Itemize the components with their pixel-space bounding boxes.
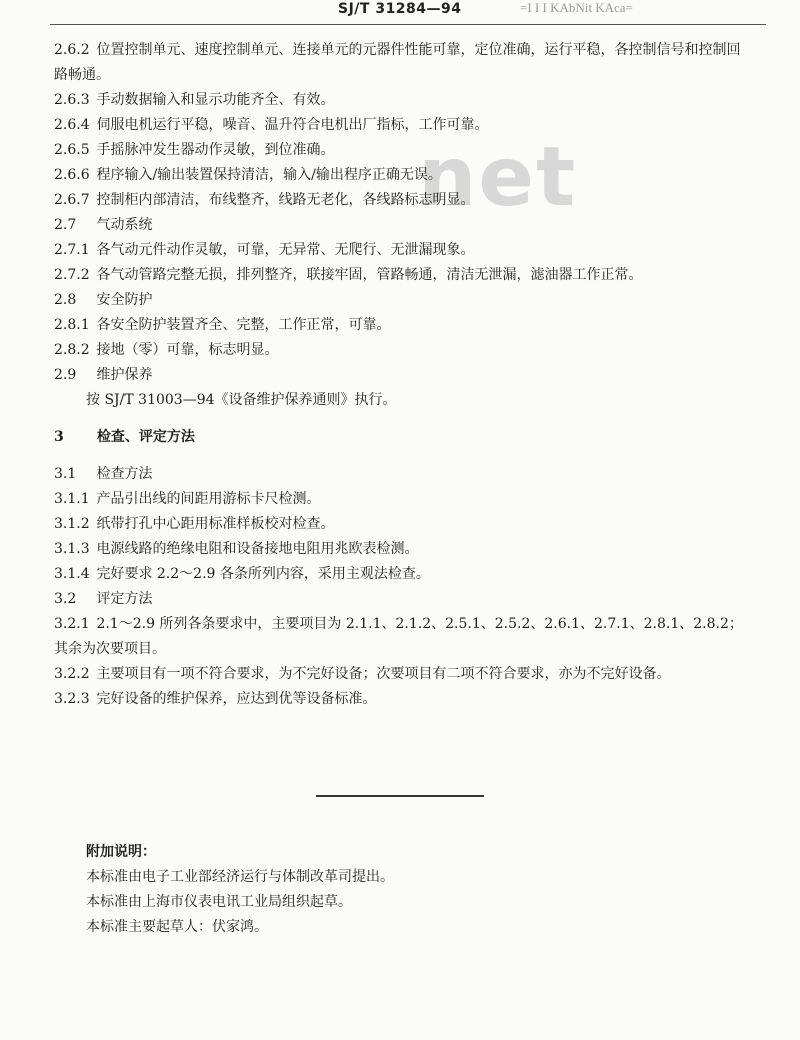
header-watermark: =I I I KAbNit KAca= bbox=[520, 0, 633, 15]
section-heading: 维护保养 bbox=[96, 367, 153, 383]
section-2-8-2 bbox=[54, 338, 754, 363]
section-heading: 检查方法 bbox=[96, 466, 153, 482]
section-2-8-1 bbox=[54, 313, 754, 338]
notes-line: 本标准主要起草人：伏家鸿。 bbox=[86, 919, 268, 935]
chapter-number: 3 bbox=[54, 429, 64, 445]
section-number: 2.6.3 bbox=[54, 92, 90, 108]
section-2-6-6 bbox=[54, 163, 754, 188]
section-number: 3.2.2 bbox=[54, 666, 90, 682]
section-number: 2.9 bbox=[54, 367, 77, 383]
section-text: 完好要求 2.2～2.9 各条所列内容，采用主观法检查。 bbox=[96, 566, 430, 582]
section-number: 2.8 bbox=[54, 292, 77, 308]
section-heading: 安全防护 bbox=[96, 292, 153, 308]
section-2-6-4 bbox=[54, 113, 754, 138]
section-text: 接地（零）可靠，标志明显。 bbox=[96, 342, 279, 358]
section-number: 2.6.4 bbox=[54, 117, 90, 133]
page-header bbox=[0, 0, 800, 26]
document-body bbox=[54, 38, 754, 712]
section-text: 程序输入/输出装置保持清洁，输入/输出程序正确无误。 bbox=[96, 167, 442, 183]
section-3-1-4 bbox=[54, 562, 754, 587]
section-number: 3.1.4 bbox=[54, 566, 90, 582]
section-text: 各气动管路完整无损，排列整齐，联接牢固，管路畅通，清洁无泄漏，滤油器工作正常。 bbox=[96, 267, 643, 283]
section-number: 2.7.1 bbox=[54, 242, 90, 258]
section-2-7 bbox=[54, 213, 754, 238]
chapter-title: 检查、评定方法 bbox=[96, 429, 195, 445]
section-text: 控制柜内部清洁，布线整齐，线路无老化，各线路标志明显。 bbox=[96, 192, 475, 208]
section-text: 位置控制单元、速度控制单元、连接单元的元器件性能可靠，定位准确，运行平稳，各控制信号和控制回路畅通。 bbox=[54, 42, 741, 83]
section-number: 2.7 bbox=[54, 217, 77, 233]
section-text: 完好设备的维护保养，应达到优等设备标准。 bbox=[96, 691, 377, 707]
section-number: 2.6.6 bbox=[54, 167, 90, 183]
section-text: 电源线路的绝缘电阻和设备接地电阻用兆欧表检测。 bbox=[96, 541, 419, 557]
section-text: 各气动元件动作灵敏，可靠，无异常、无爬行、无泄漏现象。 bbox=[96, 242, 475, 258]
header-rule bbox=[50, 24, 766, 25]
section-number: 3.2.1 bbox=[54, 616, 90, 632]
section-number: 2.8.2 bbox=[54, 342, 90, 358]
standard-number: SJ/T 31284—94 bbox=[338, 1, 462, 17]
section-number: 3.1 bbox=[54, 466, 77, 482]
section-heading: 气动系统 bbox=[96, 217, 153, 233]
section-2-6-2 bbox=[54, 38, 754, 88]
chapter-3-heading bbox=[54, 425, 754, 450]
section-number: 2.6.7 bbox=[54, 192, 90, 208]
section-2-9 bbox=[54, 363, 754, 388]
section-text: 按 SJ/T 31003—94《设备维护保养通则》执行。 bbox=[86, 392, 397, 408]
section-text: 手摇脉冲发生器动作灵敏，到位准确。 bbox=[96, 142, 335, 158]
closing-rule bbox=[316, 795, 484, 797]
section-number: 2.6.2 bbox=[54, 42, 90, 58]
section-2-9-body bbox=[54, 388, 754, 413]
section-2-7-1 bbox=[54, 238, 754, 263]
section-3-1-1 bbox=[54, 487, 754, 512]
section-3-2-2 bbox=[54, 662, 754, 687]
section-text: 手动数据输入和显示功能齐全、有效。 bbox=[96, 92, 335, 108]
section-2-7-2 bbox=[54, 263, 754, 288]
section-2-6-3 bbox=[54, 88, 754, 113]
section-text: 伺服电机运行平稳，噪音、温升符合电机出厂指标，工作可靠。 bbox=[96, 117, 489, 133]
section-2-6-7 bbox=[54, 188, 754, 213]
watermark-net: net bbox=[418, 130, 578, 225]
section-text: 纸带打孔中心距用标准样板校对检查。 bbox=[96, 516, 335, 532]
section-text: 产品引出线的间距用游标卡尺检测。 bbox=[96, 491, 321, 507]
section-heading: 评定方法 bbox=[96, 591, 153, 607]
notes-line: 本标准由上海市仪表电讯工业局组织起草。 bbox=[86, 894, 352, 910]
section-number: 2.6.5 bbox=[54, 142, 90, 158]
section-number: 2.7.2 bbox=[54, 267, 90, 283]
section-3-2 bbox=[54, 587, 754, 612]
additional-notes bbox=[86, 840, 394, 940]
section-number: 3.1.1 bbox=[54, 491, 90, 507]
section-3-2-3 bbox=[54, 687, 754, 712]
section-number: 2.8.1 bbox=[54, 317, 90, 333]
notes-line: 本标准由电子工业部经济运行与体制改革司提出。 bbox=[86, 869, 394, 885]
section-text: 主要项目有一项不符合要求，为不完好设备；次要项目有二项不符合要求，亦为不完好设备。 bbox=[96, 666, 671, 682]
section-2-8 bbox=[54, 288, 754, 313]
section-3-1 bbox=[54, 462, 754, 487]
section-number: 3.2 bbox=[54, 591, 77, 607]
section-3-2-1 bbox=[54, 612, 754, 662]
section-3-1-3 bbox=[54, 537, 754, 562]
section-number: 3.2.3 bbox=[54, 691, 90, 707]
section-2-6-5 bbox=[54, 138, 754, 163]
section-text: 2.1～2.9 所列各条要求中，主要项目为 2.1.1、2.1.2、2.5.1、2.5.2、2.6.1、2.7.1、2.8.1、2.8.2；其余为次要项目。 bbox=[54, 616, 743, 657]
section-number: 3.1.3 bbox=[54, 541, 90, 557]
section-3-1-2 bbox=[54, 512, 754, 537]
section-text: 各安全防护装置齐全、完整，工作正常，可靠。 bbox=[96, 317, 391, 333]
section-number: 3.1.2 bbox=[54, 516, 90, 532]
notes-title: 附加说明： bbox=[86, 844, 156, 860]
